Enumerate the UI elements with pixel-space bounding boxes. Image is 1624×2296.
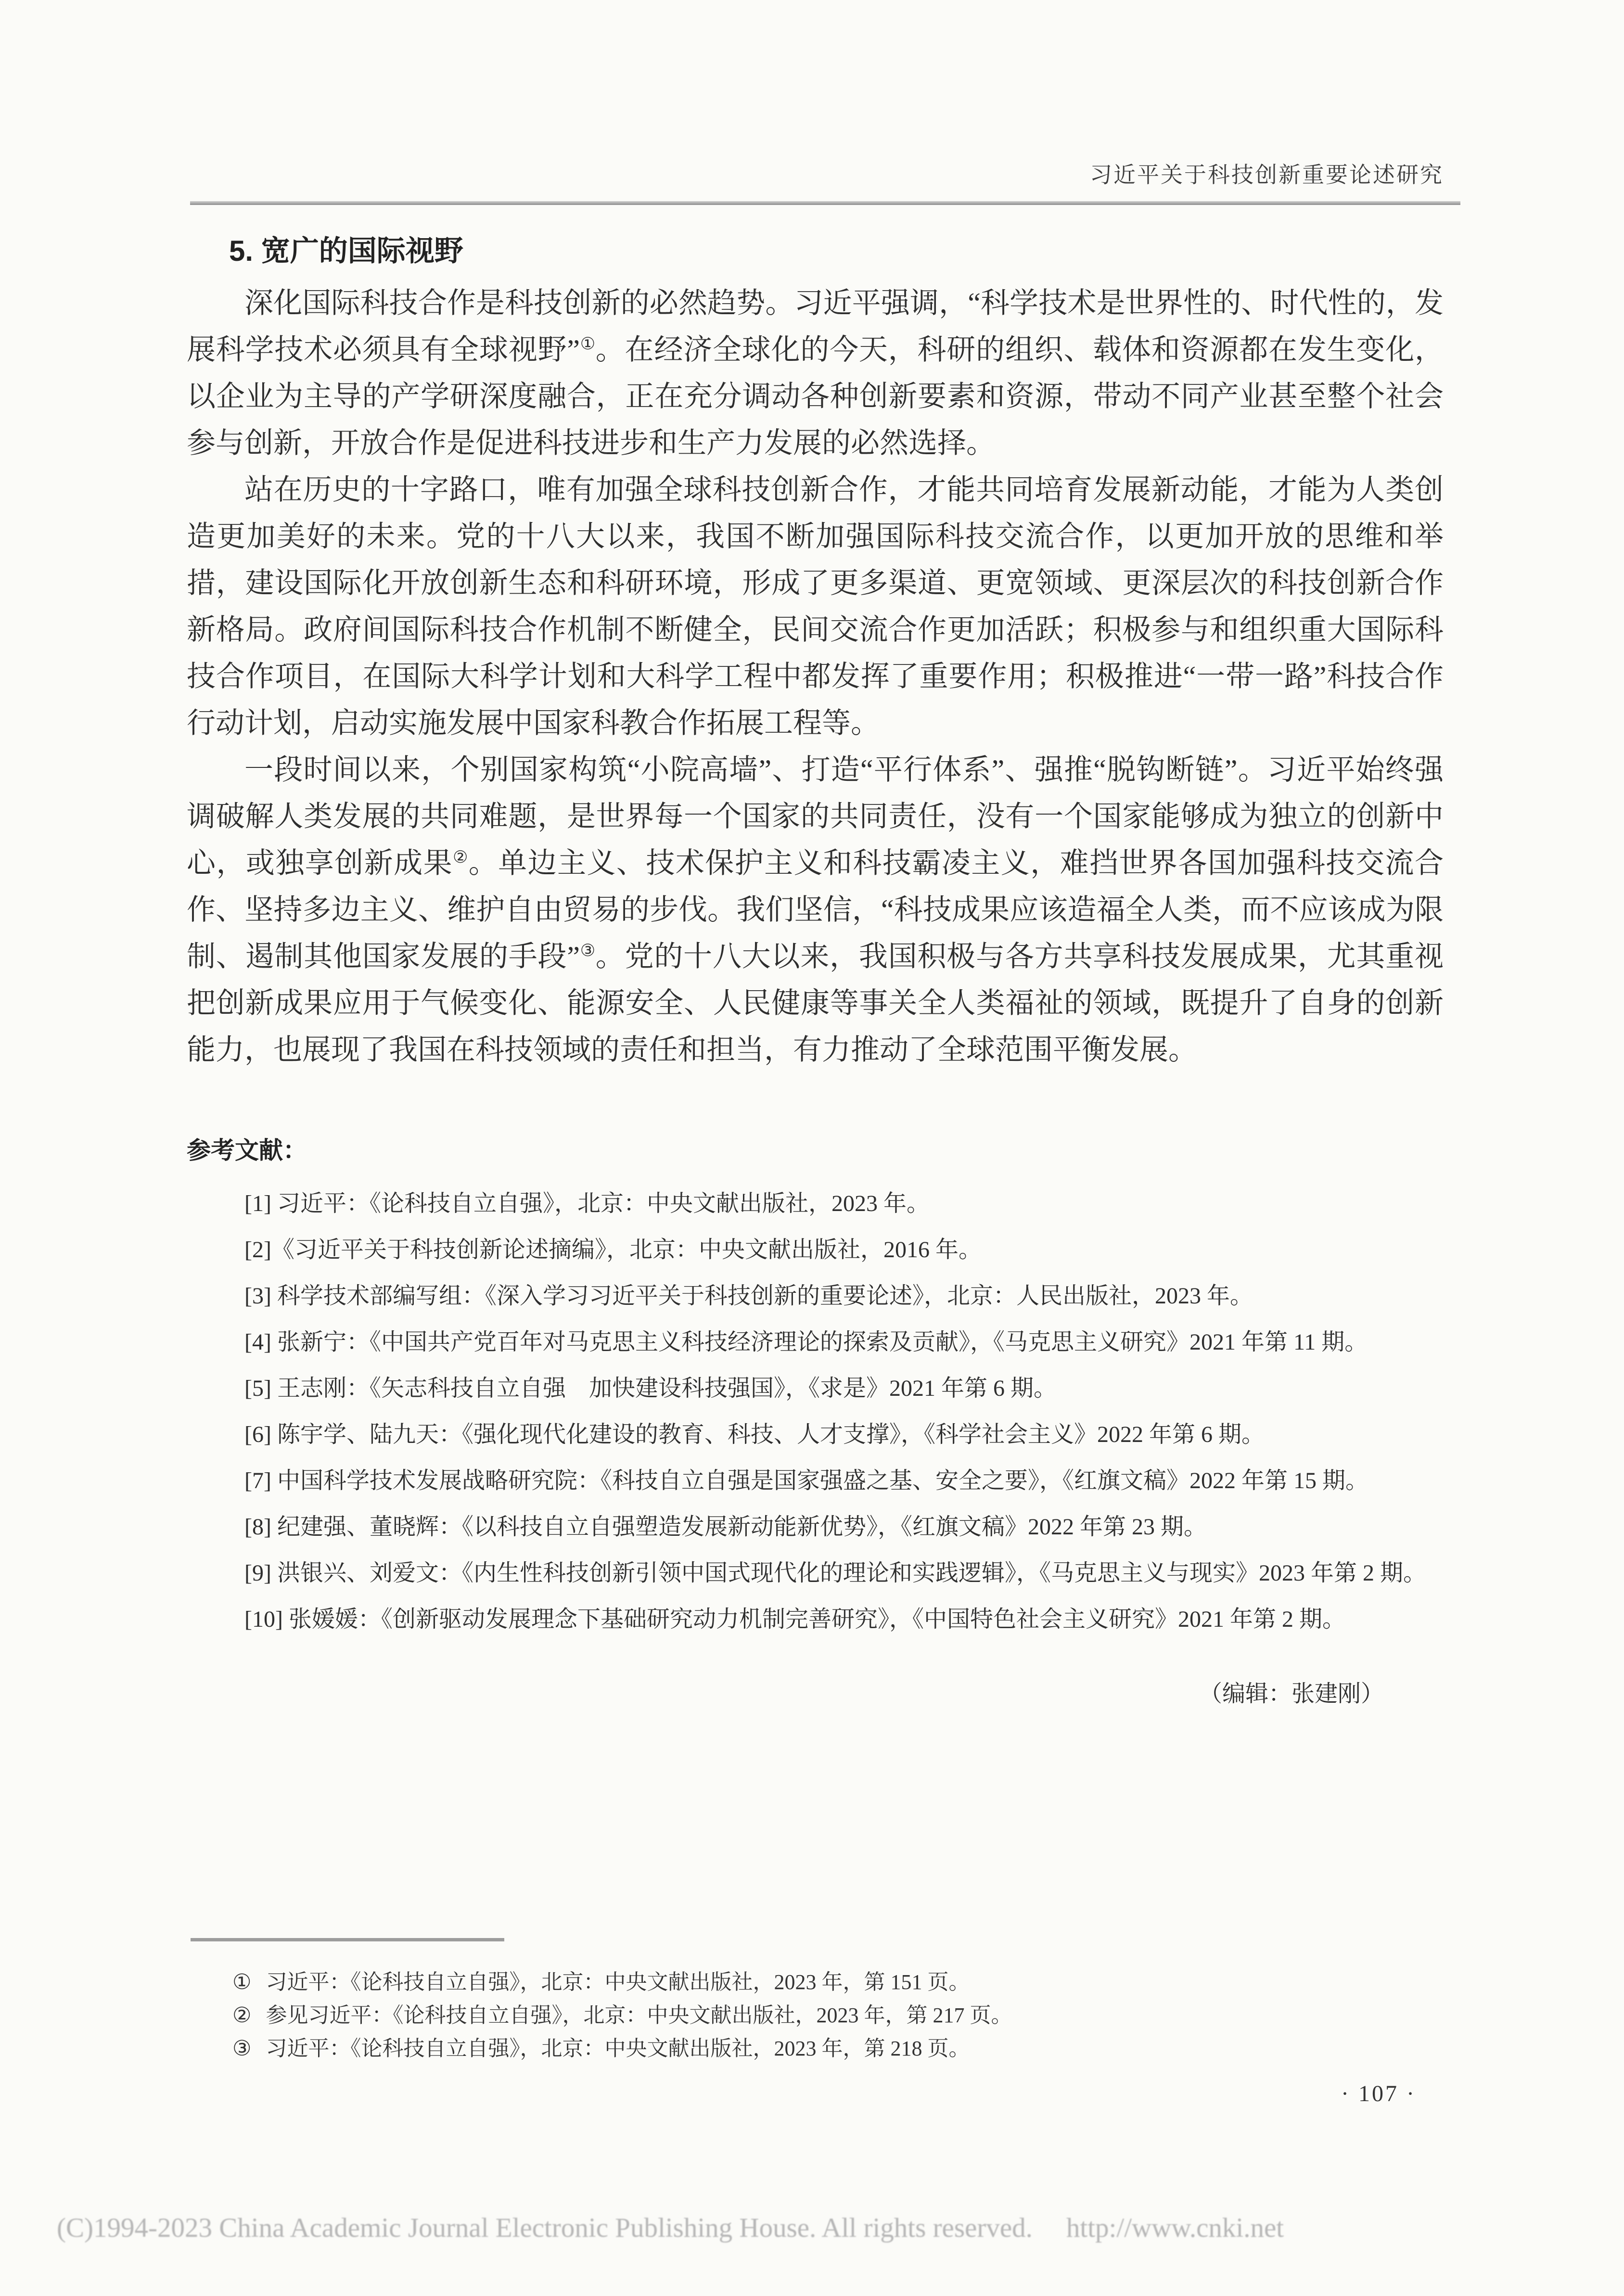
reference-item: [8] 纪建强、董晓辉：《以科技自立自强塑造发展新动能新优势》，《红旗文稿》2022 年第 23 期。 — [244, 1514, 1207, 1540]
footnote-item — [232, 1999, 1444, 2032]
footnotes-section — [187, 1938, 1444, 2065]
reference-item: [9] 洪银兴、刘爱文：《内生性科技创新引领中国式现代化的理论和实践逻辑》，《马克思主义与现实》2023 年第 2 期。 — [244, 1560, 1426, 1586]
reference-item: [5] 王志刚：《矢志科技自立自强 加快建设科技强国》，《求是》2021 年第 6 期。 — [244, 1376, 1057, 1401]
footnote-text: 习近平：《论科技自立自强》，北京：中央文献出版社，2023 年，第 218 页。 — [266, 2037, 970, 2060]
footnote-ref-marker: ② — [453, 848, 469, 867]
footnote-text: 参见习近平：《论科技自立自强》，北京：中央文献出版社，2023 年，第 217 页。 — [266, 2003, 1012, 2027]
references-list — [187, 1181, 1444, 1643]
running-title: 习近平关于科技创新重要论述研究 — [1090, 163, 1444, 187]
reference-item: [10] 张媛媛：《创新驱动发展理念下基础研究动力机制完善研究》，《中国特色社会主义研究》2021 年第 2 期。 — [244, 1607, 1345, 1632]
footer-url: http://www.cnki.net — [1066, 2213, 1284, 2243]
header-rule — [190, 201, 1460, 205]
references-heading: 参考文献： — [187, 1137, 307, 1164]
body-paragraph: 一段时间以来，个别国家构筑“小院高墙”、打造“平行体系”、强推“脱钩断链”。习近平始终强调破解人类发展的共同难题，是世界每一个国家的共同责任，没有一个国家能够成为独立的创新中心，或独享创新成果②。单边主义、技术保护主义和科技霸凌主义，难挡世界各国加强科技交流合作、坚持多边主义、维护自由贸易的步伐。我们坚信，“科技成果应该造福全人类，而不应该成为限制、遏制其他国家发展的手段”③。党的十八大以来，我国积极与各方共享科技发展成果，尤其重视把创新成果应用于气候变化、能源安全、人民健康等事关全人类福祉的领域，既提升了自身的创新能力，也展现了我国在科技领域的责任和担当，有力推动了全球范围平衡发展。 — [187, 754, 1444, 1066]
footnote-ref-marker: ① — [579, 334, 596, 353]
reference-item: [4] 张新宁：《中国共产党百年对马克思主义科技经济理论的探索及贡献》，《马克思主义研究》2021 年第 11 期。 — [244, 1329, 1368, 1355]
page-number: · 107 · — [1341, 2081, 1416, 2106]
footnote-marker: ③ — [232, 2037, 252, 2060]
section-heading: 5. 宽广的国际视野 — [229, 235, 463, 267]
body-paragraphs — [187, 280, 1444, 1073]
article-content — [187, 226, 1444, 1717]
footnote-ref-marker: ③ — [579, 941, 596, 960]
reference-item: [6] 陈宇学、陆九天：《强化现代化建设的教育、科技、人才支撑》，《科学社会主义》2022 年第 6 期。 — [244, 1422, 1265, 1447]
footnote-list — [187, 1941, 1444, 2065]
footer-copyright: (C)1994-2023 China Academic Journal Electronic Publishing House. All rights reserved. — [57, 2213, 1033, 2243]
body-paragraph: 深化国际科技合作是科技创新的必然趋势。习近平强调，“科学技术是世界性的、时代性的，发展科学技术必须具有全球视野”①。在经济全球化的今天，科研的组织、载体和资源都在发生变化，以企业为主导的产学研深度融合，正在充分调动各种创新要素和资源，带动不同产业甚至整个社会参与创新，开放合作是促进科技进步和生产力发展的必然选择。 — [187, 287, 1444, 459]
reference-item: [7] 中国科学技术发展战略研究院：《科技自立自强是国家强盛之基、安全之要》，《红旗文稿》2022 年第 15 期。 — [244, 1468, 1368, 1493]
reference-item: [2]《习近平关于科技创新论述摘编》，北京：中央文献出版社，2016 年。 — [244, 1237, 982, 1263]
footnote-marker: ② — [232, 2003, 252, 2027]
footnote-text: 习近平：《论科技自立自强》，北京：中央文献出版社，2023 年，第 151 页。 — [266, 1970, 970, 1994]
footnote-item — [232, 1965, 1444, 1999]
footnote-marker: ① — [232, 1970, 252, 1994]
editor-note: （编辑：张建刚） — [1199, 1681, 1384, 1707]
footnote-item — [232, 2032, 1444, 2065]
footnote-rule — [191, 1938, 504, 1941]
page-footer — [57, 2211, 1284, 2245]
body-paragraph: 站在历史的十字路口，唯有加强全球科技创新合作，才能共同培育发展新动能，才能为人类创造更加美好的未来。党的十八大以来，我国不断加强国际科技交流合作，以更加开放的思维和举措，建设国际化开放创新生态和科研环境，形成了更多渠道、更宽领域、更深层次的科技创新合作新格局。政府间国际科技合作机制不断健全，民间交流合作更加活跃；积极参与和组织重大国际科技合作项目，在国际大科学计划和大科学工程中都发挥了重要作用；积极推进“一带一路”科技合作行动计划，启动实施发展中国家科教合作拓展工程等。 — [187, 474, 1444, 739]
reference-item: [1] 习近平：《论科技自立自强》，北京：中央文献出版社，2023 年。 — [244, 1191, 930, 1216]
reference-item: [3] 科学技术部编写组：《深入学习习近平关于科技创新的重要论述》，北京：人民出版社，2023 年。 — [244, 1283, 1253, 1309]
